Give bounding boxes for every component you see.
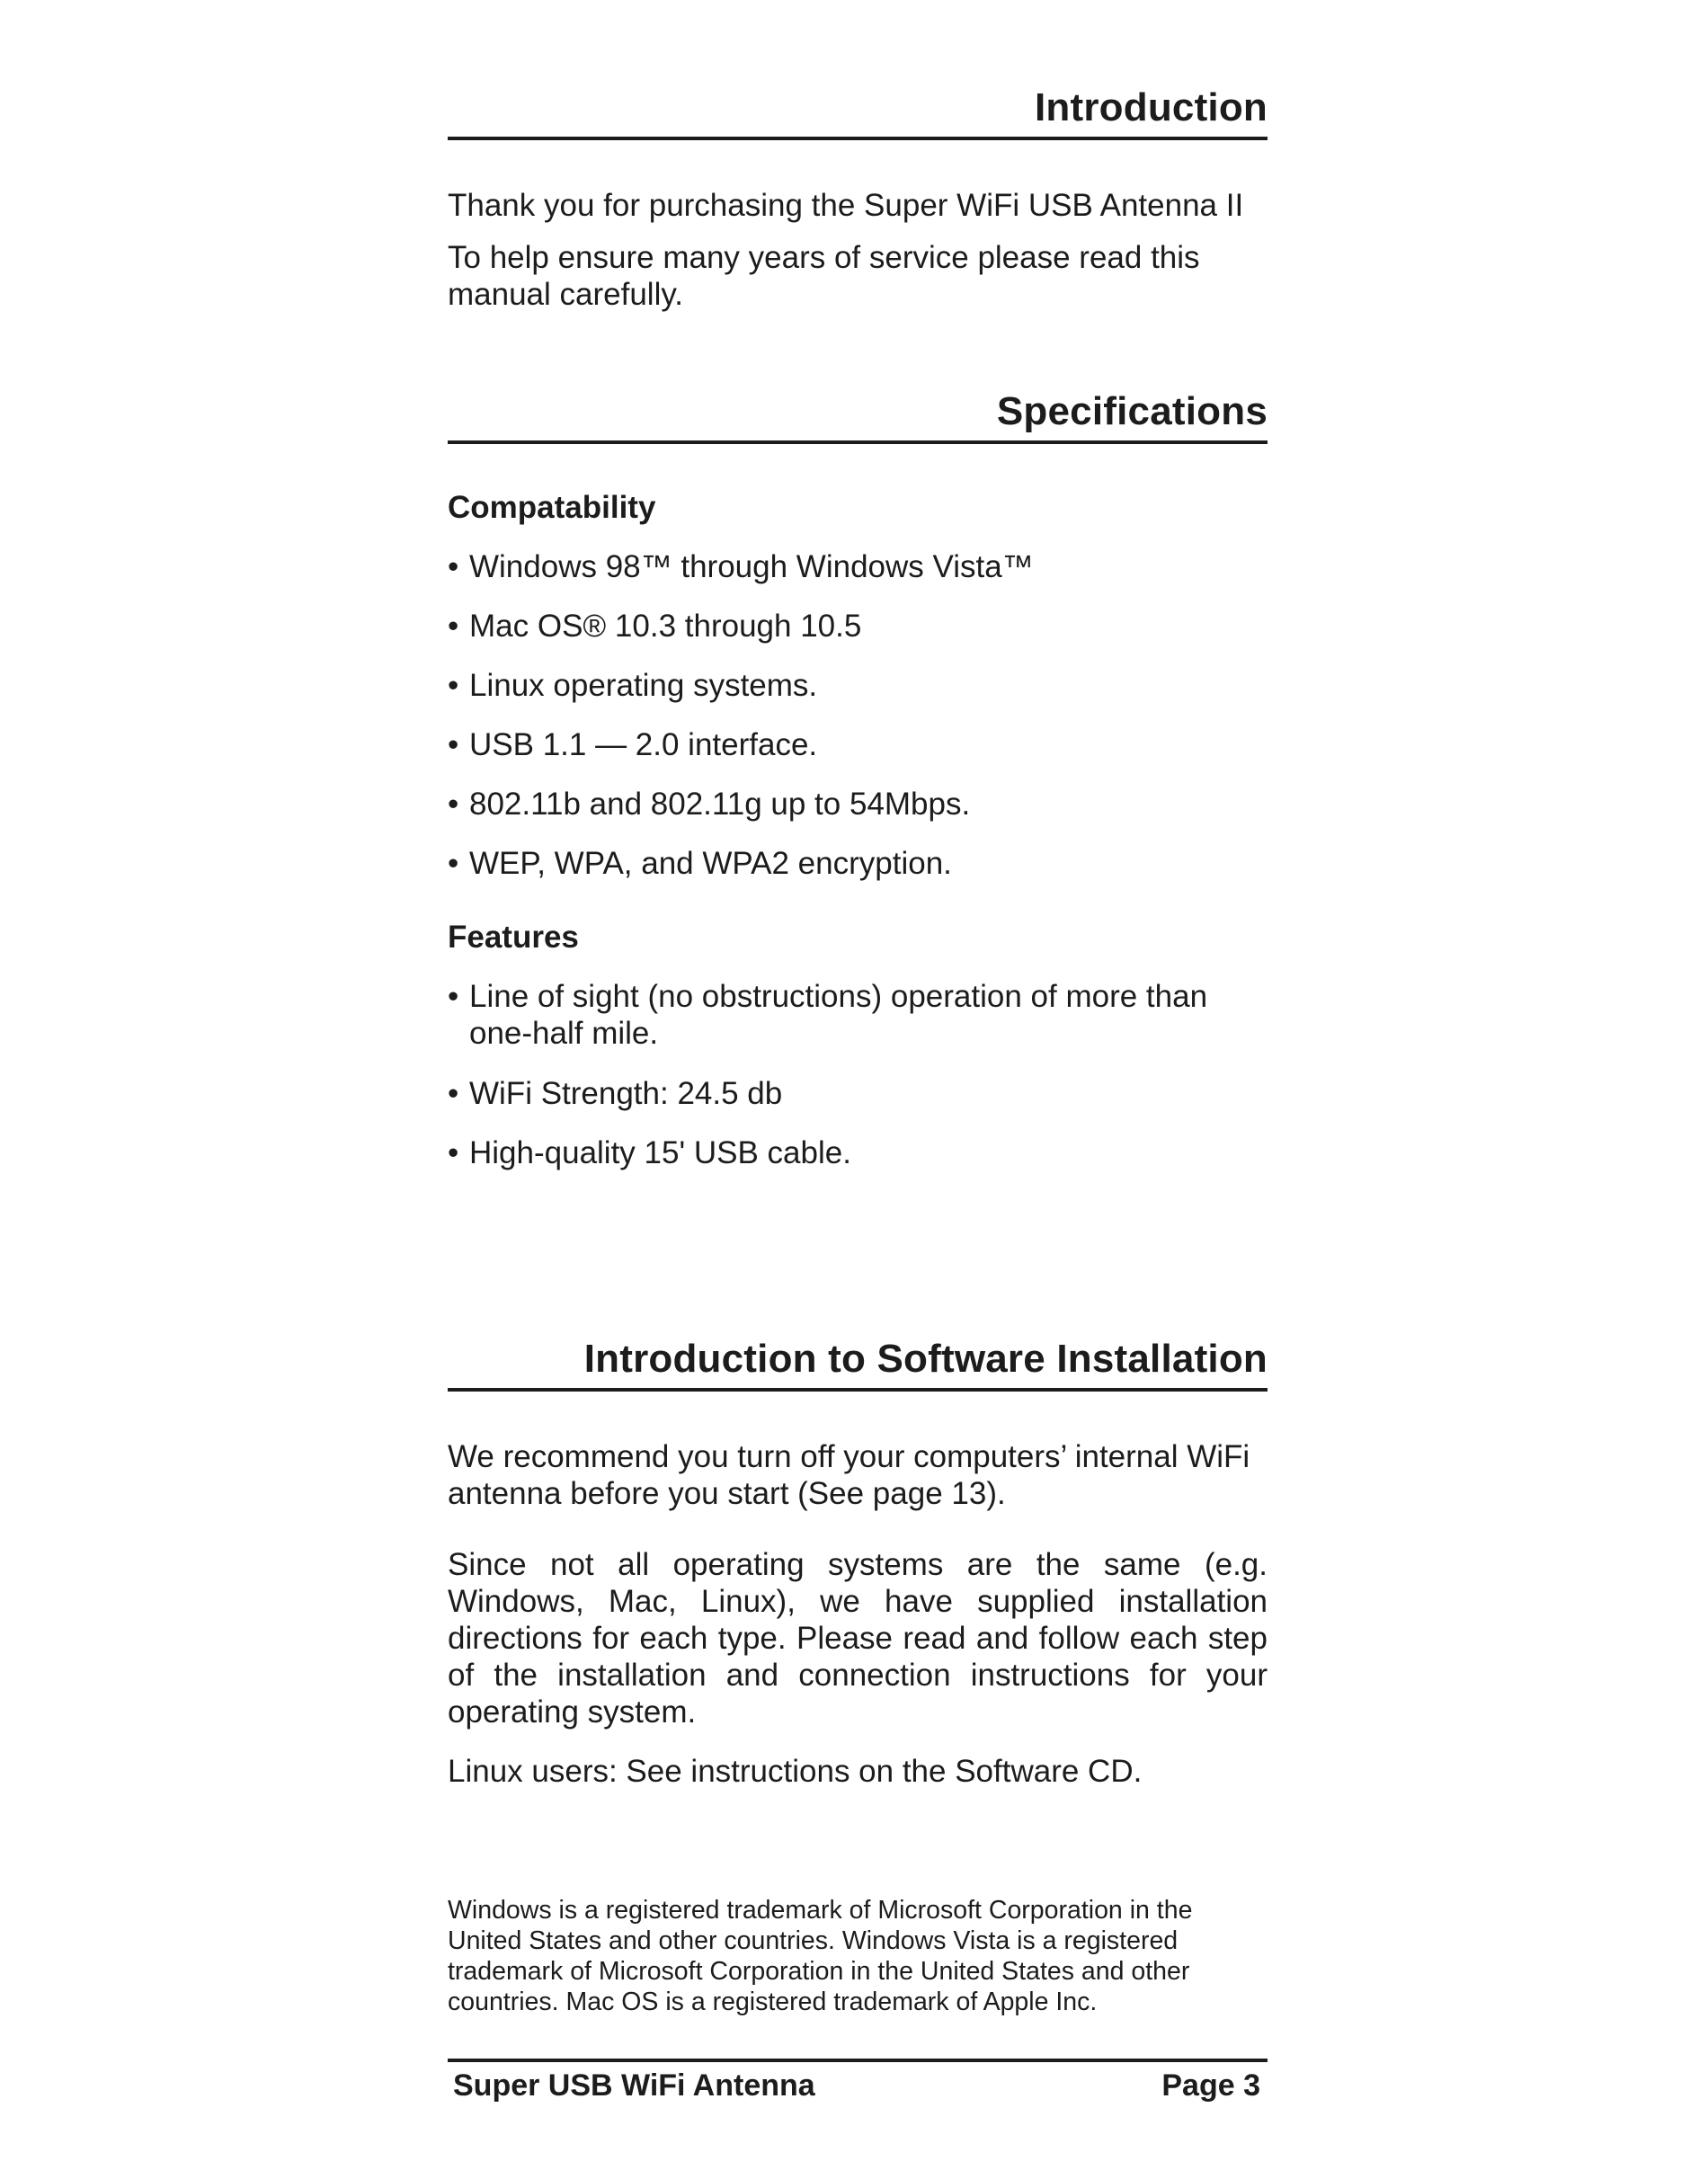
footer-page-number: Page 3 (1161, 2068, 1260, 2103)
compatibility-item: • USB 1.1 — 2.0 interface. (448, 727, 818, 762)
software-installation-heading: Introduction to Software Installation (448, 1336, 1268, 1392)
footer-product-name: Super USB WiFi Antenna (453, 2068, 815, 2103)
bullet-dot-icon: • (448, 549, 459, 584)
software-paragraph-2: Since not all operating systems are the same (e.g. Windows, Mac, Linux), we have supplied installation directions for each type. Please read and follow each step of the installation and connection instructions for your operating system. (448, 1547, 1268, 1730)
compatibility-item: • Windows 98™ through Windows Vista™ (448, 549, 1034, 584)
intro-paragraph-1: Thank you for purchasing the Super WiFi USB Antenna II (448, 188, 1244, 223)
bullet-dot-icon: • (448, 1076, 459, 1111)
specifications-heading: Specifications (448, 388, 1268, 444)
feature-item: • Line of sight (no obstructions) operation of more than one-half mile. (448, 979, 1208, 1051)
bullet-dot-icon: • (448, 727, 459, 762)
features-title: Features (448, 920, 579, 955)
compatibility-title: Compatability (448, 490, 656, 525)
feature-item: • High-quality 15' USB cable. (448, 1135, 851, 1170)
bullet-dot-icon: • (448, 846, 459, 881)
bullet-dot-icon: • (448, 668, 459, 703)
feature-item: • WiFi Strength: 24.5 db (448, 1076, 783, 1111)
compatibility-item: • Mac OS® 10.3 through 10.5 (448, 609, 862, 644)
compatibility-item: • Linux operating systems. (448, 668, 818, 703)
software-paragraph-3: Linux users: See instructions on the Software CD. (448, 1754, 1143, 1789)
bullet-dot-icon: • (448, 787, 459, 822)
bullet-dot-icon: • (448, 609, 459, 644)
bullet-dot-icon: • (448, 979, 459, 1014)
software-paragraph-1: We recommend you turn off your computers’ internal WiFi antenna before you start (See page 13). (448, 1439, 1250, 1511)
trademark-note: Windows is a registered trademark of Microsoft Corporation in the United States and other countries. Windows Vista is a registered trademark of Microsoft Corporation in the United States and other countries. Mac OS is a registered trademark of Apple Inc. (448, 1896, 1193, 2016)
introduction-heading: Introduction (448, 84, 1268, 140)
footer-rule (448, 2059, 1268, 2062)
intro-paragraph-2: To help ensure many years of service please read this manual carefully. (448, 240, 1200, 312)
compatibility-item: • WEP, WPA, and WPA2 encryption. (448, 846, 952, 881)
compatibility-item: • 802.11b and 802.11g up to 54Mbps. (448, 787, 971, 822)
bullet-dot-icon: • (448, 1135, 459, 1170)
